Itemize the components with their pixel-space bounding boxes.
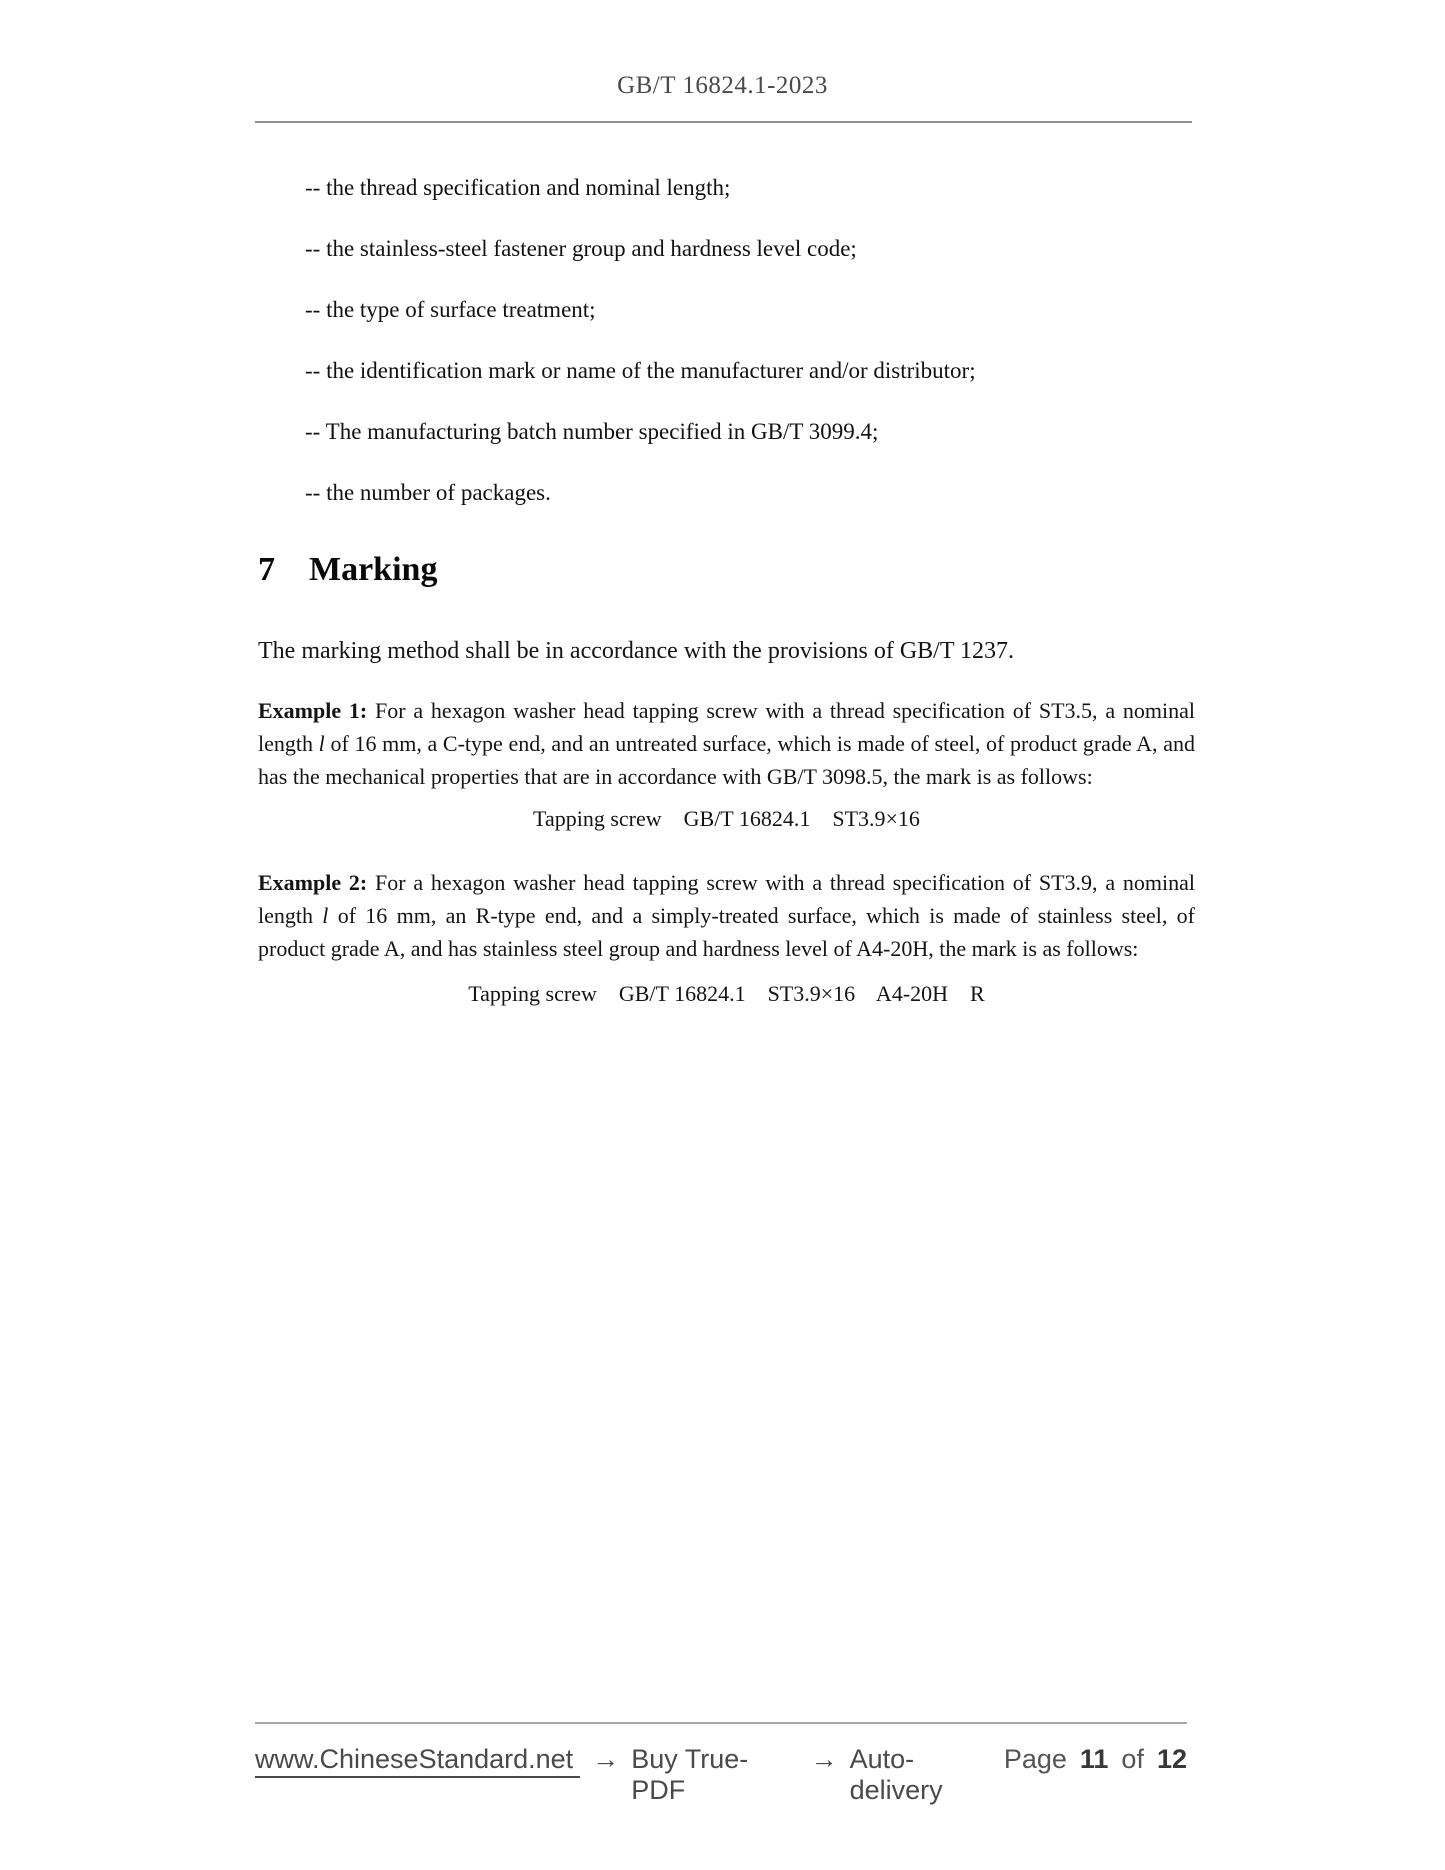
example-2-text-before: For a hexagon washer head tapping screw with a thread specification of ST3.9, a nominal length bbox=[258, 870, 1195, 928]
arrow-icon: → bbox=[592, 1744, 620, 1774]
example-1-text-after: of 16 mm, a C-type end, and an untreated surface, which is made of steel, of product grade A, and has the mechanical properties that are in accordance with GB/T 3098.5, the mark is as follows: bbox=[258, 731, 1195, 789]
footer bbox=[255, 1744, 1187, 1806]
requirements-list bbox=[305, 176, 1195, 542]
arrow-icon: → bbox=[810, 1744, 838, 1774]
example-1-mark-line: Tapping screw GB/T 16824.1 ST3.9×16 bbox=[533, 806, 920, 831]
example-2-text-after: of 16 mm, an R-type end, and a simply-treated surface, which is made of stainless steel, of product grade A, and has stainless steel group and hardness level of A4-20H, the mark is as follows: bbox=[258, 903, 1195, 961]
list-item: -- the thread specification and nominal length; bbox=[305, 175, 731, 200]
list-item: -- The manufacturing batch number specified in GB/T 3099.4; bbox=[305, 419, 879, 444]
page-current: 11 bbox=[1079, 1744, 1109, 1774]
header-standard-code: GB/T 16824.1-2023 bbox=[617, 72, 828, 99]
section-number: 7 bbox=[258, 551, 275, 588]
example-2-paragraph bbox=[258, 866, 1195, 965]
example-2-mark-line: Tapping screw GB/T 16824.1 ST3.9×16 A4-20H R bbox=[468, 981, 985, 1006]
list-item: -- the type of surface treatment; bbox=[305, 297, 596, 322]
page-label: Page bbox=[1003, 1744, 1067, 1774]
example-1-label: Example 1: bbox=[258, 698, 368, 723]
section-title: Marking bbox=[309, 551, 438, 588]
page-total: 12 bbox=[1156, 1744, 1187, 1774]
example-2-label: Example 2: bbox=[258, 870, 368, 895]
footer-divider bbox=[255, 1722, 1187, 1724]
page-indicator bbox=[1004, 1744, 1187, 1775]
example-1-variable: l bbox=[318, 731, 325, 756]
footer-action-buy: Buy True-PDF bbox=[631, 1744, 749, 1805]
header-divider bbox=[255, 121, 1192, 123]
example-1-text-before: For a hexagon washer head tapping screw with a thread specification of ST3.5, a nominal length bbox=[258, 698, 1195, 756]
example-1-paragraph bbox=[258, 694, 1195, 793]
example-2-variable: l bbox=[322, 903, 329, 928]
intro-paragraph: The marking method shall be in accordance with the provisions of GB/T 1237. bbox=[258, 638, 1015, 664]
list-item: -- the number of packages. bbox=[305, 480, 551, 505]
footer-action-delivery: Auto-delivery bbox=[849, 1744, 943, 1805]
footer-left bbox=[255, 1744, 1004, 1806]
list-item: -- the stainless-steel fastener group and hardness level code; bbox=[305, 236, 857, 261]
section-heading bbox=[258, 551, 437, 589]
list-item: -- the identification mark or name of the manufacturer and/or distributor; bbox=[305, 358, 976, 383]
page-separator: of bbox=[1121, 1744, 1144, 1774]
website-link[interactable]: www.ChineseStandard.net bbox=[255, 1744, 580, 1778]
